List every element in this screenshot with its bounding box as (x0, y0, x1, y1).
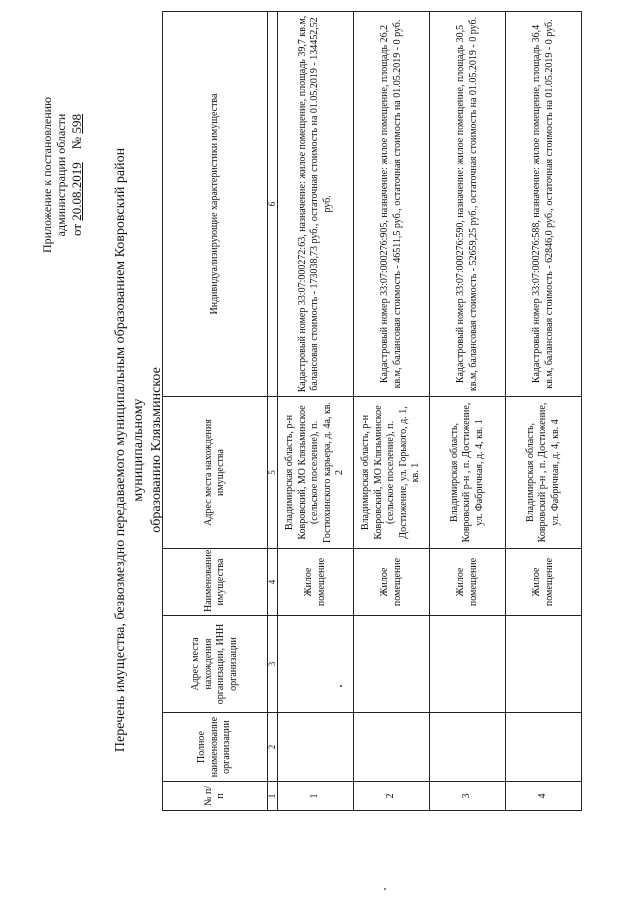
header-property-address: Адрес места нахождения имущества (163, 397, 268, 549)
appendix-date: 20.08.2019 (69, 162, 84, 221)
table-row (354, 12, 430, 811)
cell-property-name: Жилое помещение (354, 549, 430, 616)
table-row (430, 12, 506, 811)
cell-org-name (354, 713, 430, 782)
cell-property-name: Жилое помещение (430, 549, 506, 616)
column-number: 5 (268, 397, 278, 549)
cell-property-name: Жилое помещение (506, 549, 582, 616)
header-number: № п/п (163, 782, 268, 811)
cell-characteristics: Кадастровый номер 33:07:000272:63, назначение: жилое помещение, площадь 39,7 кв.м, балансовая стоимость - 173038,73 руб., остаточная стоимость на 01.05.2019 - 134452,52 руб. (278, 12, 354, 397)
column-number: 4 (268, 549, 278, 616)
column-number: 2 (268, 713, 278, 782)
column-number: 3 (268, 616, 278, 713)
cell-characteristics: Кадастровый номер 33:07:000276:905, назначение: жилое помещение, площадь 26,2 кв.м, балансовая стоимость - 46511,5 руб., остаточная стоимость на 01.05.2019 - 0 руб. (354, 12, 430, 397)
column-number-row (268, 12, 278, 811)
title-line-2: образованию Клязьминское (149, 367, 164, 533)
cell-org-address (430, 616, 506, 713)
table-row (278, 12, 354, 811)
title-line-1: Перечень имущества, безвозмездно передаваемого муниципальным образованием Ковровский район муниципальному (113, 147, 146, 753)
cell-property-address: Владимирская область, Ковровский р-н , п. Достижение, ул. Фабричная, д. 4, кв. 4 (506, 397, 582, 549)
table-header-row (163, 12, 268, 811)
appendix-line-2: администрации области (54, 113, 68, 237)
property-table (162, 11, 582, 811)
document-title (112, 105, 166, 795)
appendix-number-label: № (69, 136, 84, 150)
cell-org-name (430, 713, 506, 782)
scan-speck (340, 685, 342, 687)
header-characteristics: Индивидуализирующие характеристики имущества (163, 12, 268, 397)
header-org-name: Полное наименование организации (163, 713, 268, 782)
appendix-from: от (69, 223, 84, 236)
cell-org-address (354, 616, 430, 713)
cell-property-name: Жилое помещение (278, 549, 354, 616)
cell-number: 3 (430, 782, 506, 811)
appendix-number: 598 (69, 114, 84, 134)
cell-org-name (506, 713, 582, 782)
cell-org-name (278, 713, 354, 782)
cell-org-address (278, 616, 354, 713)
cell-number: 2 (354, 782, 430, 811)
cell-characteristics: Кадастровый номер 33:07:000276:590, назначение: жилое помещение, площадь 30,5 кв.м, балансовая стоимость - 52659,25 руб., остаточная стоимость на 01.05.2019 - 0 руб. (430, 12, 506, 397)
cell-property-address: Владимирская область, р-н Ковровский, МО Клязьминское (сельское поселение), п. Гостюхинского карьера, д. 4а, кв. 2 (278, 397, 354, 549)
cell-number: 4 (506, 782, 582, 811)
appendix-header (40, 45, 84, 305)
column-number: 1 (268, 782, 278, 811)
header-property-name: Наименование имущества (163, 549, 268, 616)
cell-property-address: Владимирская область, Ковровский р-н , п. Достижение, ул. Фабричная, д. 4, кв. 1 (430, 397, 506, 549)
cell-number: 1 (278, 782, 354, 811)
table-row (506, 12, 582, 811)
column-number: 6 (268, 12, 278, 397)
appendix-line-1: Приложение к постановлению (40, 96, 54, 254)
header-org-address: Адрес места нахождения организации, ИНН организации (163, 616, 268, 713)
appendix-date-line (70, 45, 84, 305)
cell-characteristics: Кадастровый номер 33:07:000276:588, назначение: жилое помещение, площадь 36,4 кв.м, балансовая стоимость - 62846,0 руб., остаточная стоимость на 01.05.2019 - 0 руб. (506, 12, 582, 397)
cell-property-address: Владимирская область, р-н Ковровский, МО Клязьминское (сельское поселение), п. Достижение, ул. Горького, д. 1, кв. 1 (354, 397, 430, 549)
scan-speck (384, 888, 386, 890)
cell-org-address (506, 616, 582, 713)
